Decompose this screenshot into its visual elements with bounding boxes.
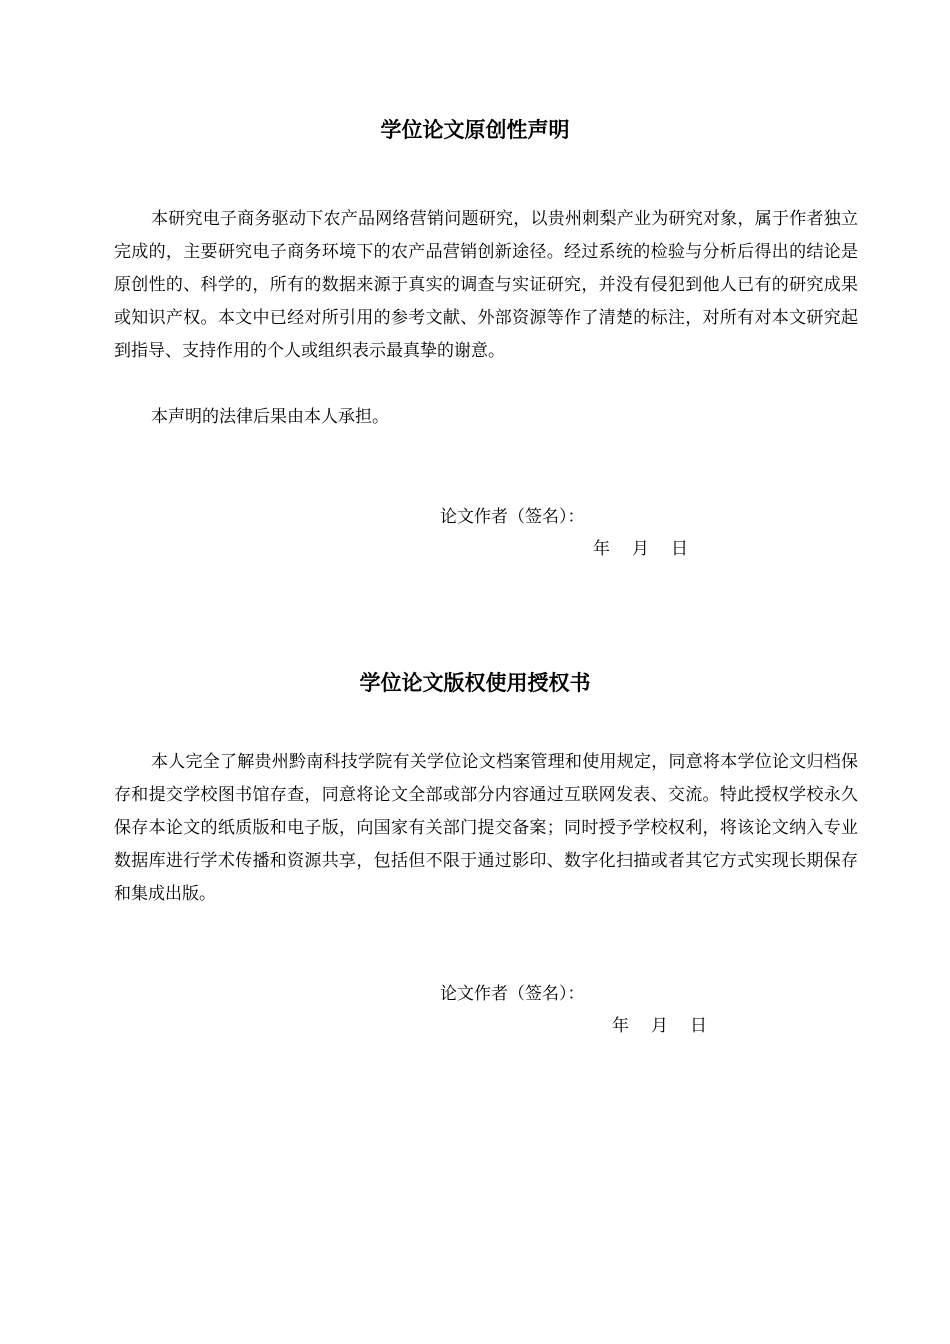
declaration-date-month: 月 (632, 539, 649, 559)
declaration-date-year: 年 (593, 539, 610, 559)
originality-declaration-paragraph: 本研究电子商务驱动下农产品网络营销问题研究，以贵州刺梨产业为研究对象，属于作者独立完成的，主要研究电子商务环境下的农产品营销创新途径。经过系统的检验与分析后得出的结论是原创性的、科学的，所有的数据来源于真实的调查与实证研究，并没有侵犯到他人已有的研究成果或知识产权。本文中已经对所引用的参考文献、外部资源等作了清楚的标注，对所有对本文研究起到指导、支持作用的个人或组织表示最真挚的谢意。 (114, 209, 858, 361)
copyright-authorization-paragraph: 本人完全了解贵州黔南科技学院有关学位论文档案管理和使用规定，同意将本学位论文归档保存和提交学校图书馆存查，同意将论文全部或部分内容通过互联网发表、交流。特此授权学校永久保存本论文的纸质版和电子版，向国家有关部门提交备案；同时授予学校权利，将该论文纳入专业数据库进行学术传播和资源共享，包括但不限于通过影印、数字化扫描或者其它方式实现长期保存和集成出版。 (114, 752, 858, 904)
authorization-date-line (612, 1014, 707, 1038)
declaration-signature-label: 论文作者（签名）： (440, 507, 585, 527)
copyright-authorization-title: 学位论文版权使用授权书 (359, 671, 591, 695)
declaration-date-day: 日 (671, 539, 688, 559)
originality-declaration-title: 学位论文原创性声明 (380, 118, 570, 142)
authorization-date-year: 年 (612, 1016, 629, 1036)
authorization-date-month: 月 (651, 1016, 668, 1036)
legal-responsibility-paragraph: 本声明的法律后果由本人承担。 (151, 407, 389, 427)
authorization-date-day: 日 (690, 1016, 707, 1036)
declaration-date-line (593, 537, 688, 561)
authorization-signature-label: 论文作者（签名）： (440, 984, 585, 1004)
